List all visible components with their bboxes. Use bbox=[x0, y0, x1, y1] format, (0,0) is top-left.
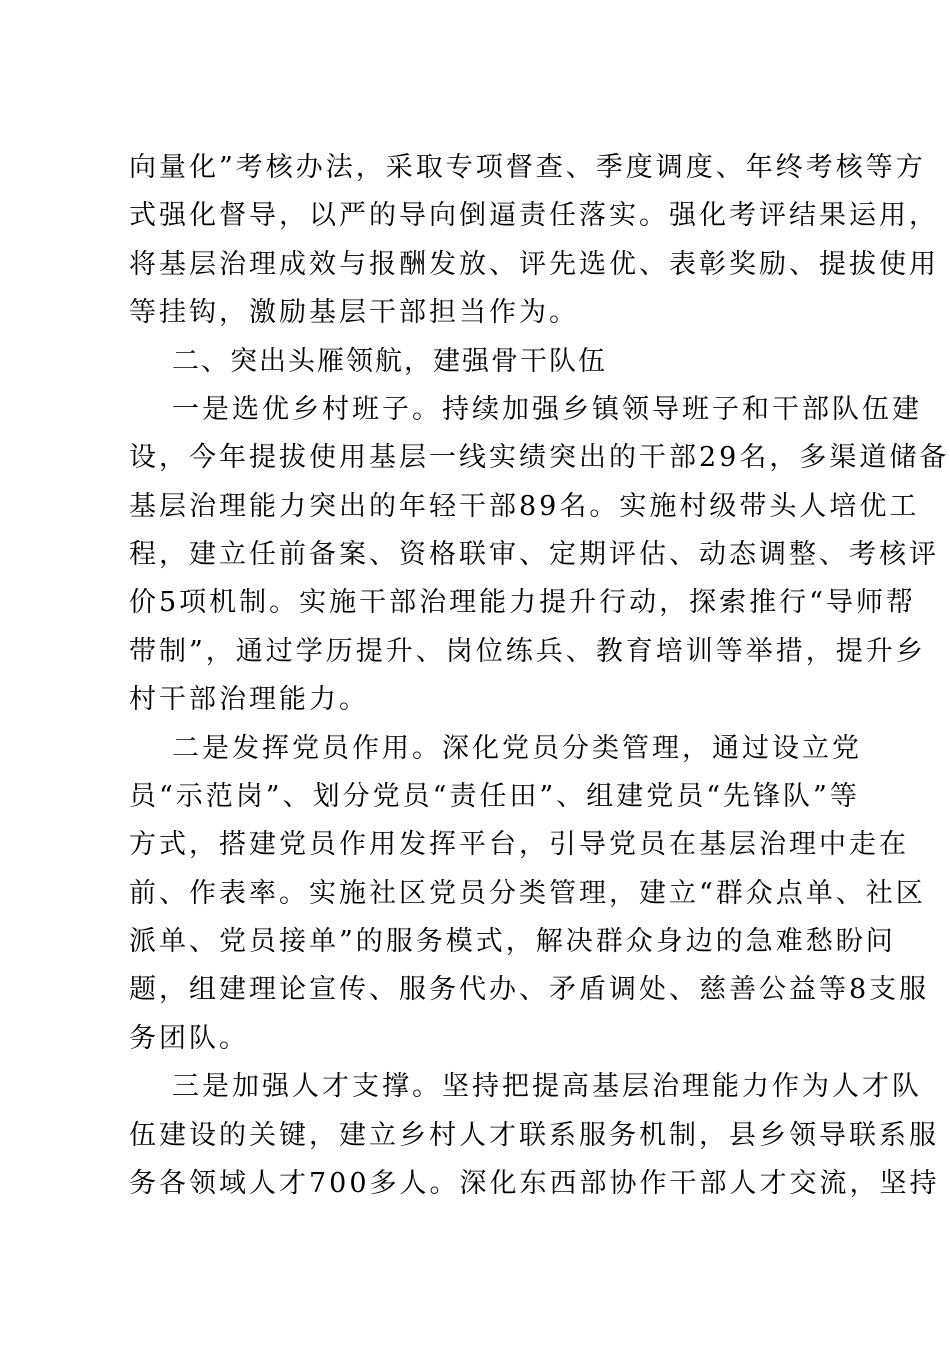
text-line: 带制”，通过学历提升、岗位练兵、教育培训等举措，提升乡 bbox=[129, 636, 926, 667]
text-line: 方式，搭建党员作用发挥平台，引导党员在基层治理中走在 bbox=[129, 829, 909, 860]
text-line: 等挂钩，激励基层干部担当作为。 bbox=[129, 297, 579, 328]
text-line: 派单、党员接单”的服务模式，解决群众身边的急难愁盼问 bbox=[129, 926, 896, 957]
text-line: 程，建立任前备案、资格联审、定期评估、动态调整、考核评 bbox=[129, 539, 939, 570]
text-line: 将基层治理成效与报酬发放、评先选优、表彰奖励、提拔使用 bbox=[129, 249, 939, 280]
text-line: 前、作表率。实施社区党员分类管理，建立“群众点单、社区 bbox=[129, 878, 926, 909]
text-line: 基层治理能力突出的年轻干部89名。实施村级带头人培优工 bbox=[129, 491, 920, 522]
text-line: 价5项机制。实施干部治理能力提升行动，探索推行“导师帮 bbox=[129, 587, 916, 618]
text-line: 一是选优乡村班子。持续加强乡镇领导班子和干部队伍建 bbox=[172, 394, 922, 425]
text-line: 员“示范岗”、划分党员“责任田”、组建党员“先锋队”等 bbox=[129, 781, 860, 812]
text-line: 二是发挥党员作用。深化党员分类管理，通过设立党 bbox=[172, 733, 862, 764]
section-heading: 二、突出头雁领航，建强骨干队伍 bbox=[172, 346, 607, 377]
text-line: 向量化”考核办法，采取专项督查、季度调度、年终考核等方 bbox=[129, 152, 926, 183]
text-line: 设，今年提拔使用基层一线实绩突出的干部29名，多渠道储备 bbox=[129, 442, 950, 473]
text-line: 式强化督导，以严的导向倒逼责任落实。强化考评结果运用， bbox=[129, 200, 939, 231]
text-line: 务团队。 bbox=[129, 1023, 249, 1054]
text-line: 村干部治理能力。 bbox=[129, 684, 369, 715]
text-line: 三是加强人才支撑。坚持把提高基层治理能力作为人才队 bbox=[172, 1071, 922, 1102]
text-line: 务各领域人才700多人。深化东西部协作干部人才交流，坚持 bbox=[129, 1168, 940, 1199]
text-line: 伍建设的关键，建立乡村人才联系服务机制，县乡领导联系服 bbox=[129, 1120, 939, 1151]
text-line: 题，组建理论宣传、服务代办、矛盾调处、慈善公益等8支服 bbox=[129, 974, 930, 1005]
